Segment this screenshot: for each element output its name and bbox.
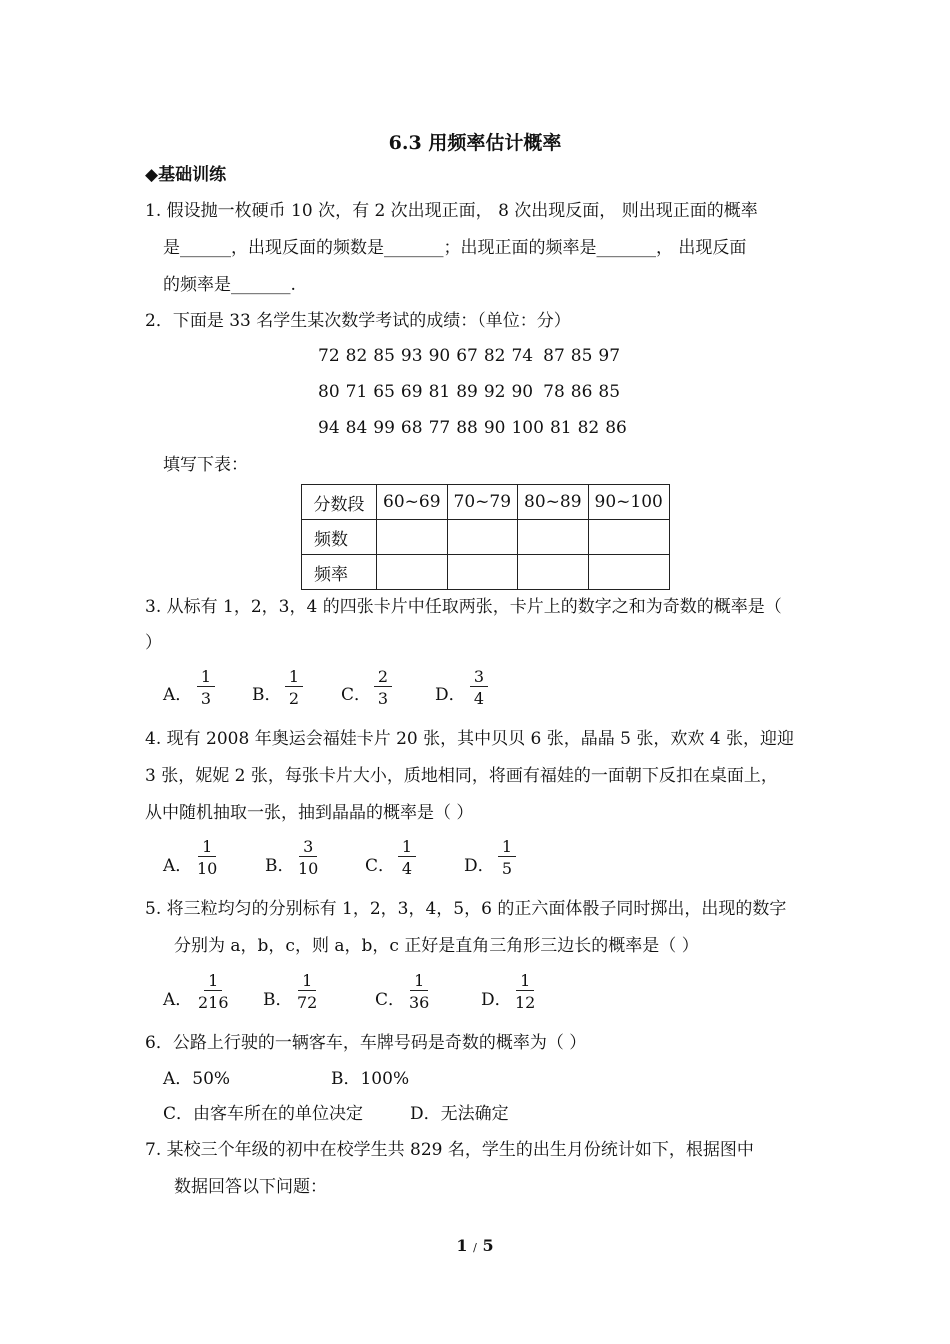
score: 99 [373,418,395,438]
q5-line2: 分别为 a，b，c，则 a，b，c 正好是直角三角形三边长的概率是（ ） [174,936,699,956]
section-heading: ◆基础训练 [145,165,227,185]
q3-option-d-fraction [470,668,488,708]
q4-option-a-label: A． [163,856,193,876]
q4-option-a-fraction [197,838,217,878]
denominator: 10 [298,859,319,878]
scores-row-3 [318,418,633,438]
score: 97 [598,346,621,366]
score: 85 [570,346,593,366]
score: 85 [598,382,621,402]
table-header-cell: 80~89 [518,485,589,520]
score: 68 [400,418,423,438]
q5-option-b-label: B． [263,990,293,1010]
denominator: 3 [200,689,212,708]
score: 86 [570,382,593,402]
q4-line2: 3 张，妮妮 2 张，每张卡片大小，质地相同，将画有福娃的一面朝下反扣在桌面上， [145,766,778,786]
page-separator: / [473,1241,477,1254]
numerator: 3 [299,838,317,857]
table-cell[interactable] [588,520,669,555]
numerator: 1 [197,668,215,687]
q5-option-b-fraction [297,972,317,1012]
q5-line1: 5. 将三粒均匀的分别标有 1，2，3，4，5，6 的正六面体骰子同时掷出，出现的数字 [145,899,787,919]
score: 92 [483,382,506,402]
table-cell[interactable] [377,520,448,555]
frequency-table [301,484,670,590]
table-header-cell: 70~79 [447,485,518,520]
score: 100 [511,418,544,438]
q3-option-c-fraction [374,668,392,708]
denominator: 4 [473,689,485,708]
table-row [302,555,670,590]
q4-line1: 4. 现有 2008 年奥运会福娃卡片 20 张，其中贝贝 6 张，晶晶 5 张，欢欢 4 张，迎迎 [145,729,795,749]
score: 85 [373,346,395,366]
q4-option-d-label: D． [464,856,495,876]
denominator: 2 [288,689,300,708]
table-header-cell: 60~69 [377,485,448,520]
page-title: 6.3 用频率估计概率 [388,132,562,154]
q6-option-a: A．50% [163,1069,231,1089]
scores-row-2 [318,382,626,402]
q3-option-c-label: C． [341,685,372,705]
q4-option-c-fraction [398,838,416,878]
score: 67 [456,346,478,366]
q3-line2: ） [145,633,162,653]
numerator: 1 [298,972,316,991]
q3-option-d-label: D． [435,685,466,705]
score: 88 [456,418,478,438]
q5-option-d-fraction [515,972,535,1012]
q5-option-a-label: A． [163,990,193,1010]
score: 81 [428,382,451,402]
table-row-label: 频率 [302,555,377,590]
score: 90 [511,382,534,402]
q2-text: 2．下面是 33 名学生某次数学考试的成绩：（单位：分） [145,311,571,331]
table-row [302,520,670,555]
score: 81 [549,418,572,438]
table-cell[interactable] [588,555,669,590]
page-total: 5 [482,1236,494,1255]
denominator: 36 [409,993,430,1012]
table-header-cell: 90~100 [588,485,669,520]
score: 77 [428,418,451,438]
numerator: 1 [198,838,216,857]
score: 87 [543,346,565,366]
score: 90 [428,346,451,366]
score: 71 [345,382,368,402]
numerator: 1 [498,838,516,857]
q6-option-c: C．由客车所在的单位决定 [163,1104,364,1124]
score: 82 [483,346,506,366]
q5-option-d-label: D． [481,990,512,1010]
score: 86 [605,418,627,438]
score: 90 [483,418,506,438]
table-header-cell: 分数段 [302,485,377,520]
numerator: 1 [204,972,222,991]
q3-option-a-fraction [197,668,215,708]
denominator: 10 [197,859,218,878]
q3-line1: 3. 从标有 1，2，3，4 的四张卡片中任取两张，卡片上的数字之和为奇数的概率是（ [145,597,782,617]
denominator: 216 [198,993,229,1012]
denominator: 5 [501,859,513,878]
score: 78 [543,382,565,402]
score: 72 [318,346,340,366]
denominator: 72 [297,993,318,1012]
page-number [0,1236,950,1255]
q7-line1: 7. 某校三个年级的初中在校学生共 829 名，学生的出生月份统计如下，根据图中 [145,1140,754,1160]
score: 82 [345,346,368,366]
q1-line3: 的频率是_______. [163,275,296,295]
q4-option-b-fraction [298,838,318,878]
score: 69 [400,382,423,402]
table-cell[interactable] [447,520,518,555]
denominator: 3 [377,689,389,708]
denominator: 4 [401,859,413,878]
scores-row-1 [318,346,626,366]
q5-option-a-fraction [198,972,229,1012]
score: 74 [511,346,534,366]
table-cell[interactable] [518,520,589,555]
q6-option-d: D．无法确定 [410,1104,509,1124]
q2-fill-instruction: 填写下表： [163,455,248,475]
denominator: 12 [515,993,536,1012]
score: 94 [318,418,340,438]
table-header-row [302,485,670,520]
numerator: 1 [398,838,416,857]
page-current: 1 [456,1236,468,1255]
score: 93 [400,346,423,366]
q4-option-c-label: C． [365,856,396,876]
score: 65 [373,382,395,402]
table-cell[interactable] [447,555,518,590]
table-cell[interactable] [377,555,448,590]
score: 80 [318,382,340,402]
q1-line2: 是______，出现反面的频数是_______；出现正面的频率是_______， 出现反面 [163,238,747,258]
table-cell[interactable] [518,555,589,590]
q4-option-d-fraction [498,838,516,878]
numerator: 1 [516,972,534,991]
q6-option-b: B．100% [331,1069,410,1089]
q7-line2: 数据回答以下问题： [174,1177,327,1197]
q3-option-b-fraction [285,668,303,708]
score: 89 [456,382,478,402]
q3-option-a-label: A． [163,685,193,705]
q3-option-b-label: B． [252,685,282,705]
table-row-label: 频数 [302,520,377,555]
score: 82 [577,418,600,438]
q6-line1: 6．公路上行驶的一辆客车，车牌号码是奇数的概率为（ ） [145,1033,587,1053]
q1-line1: 1. 假设抛一枚硬币 10 次，有 2 次出现正面， 8 次出现反面， 则出现正面的概率 [145,201,758,221]
numerator: 2 [374,668,392,687]
q4-line3: 从中随机抽取一张，抽到晶晶的概率是（ ） [145,803,474,823]
q4-option-b-label: B． [265,856,295,876]
numerator: 1 [410,972,428,991]
numerator: 3 [470,668,488,687]
numerator: 1 [285,668,303,687]
score: 84 [345,418,368,438]
q5-option-c-fraction [409,972,429,1012]
q5-option-c-label: C． [375,990,406,1010]
